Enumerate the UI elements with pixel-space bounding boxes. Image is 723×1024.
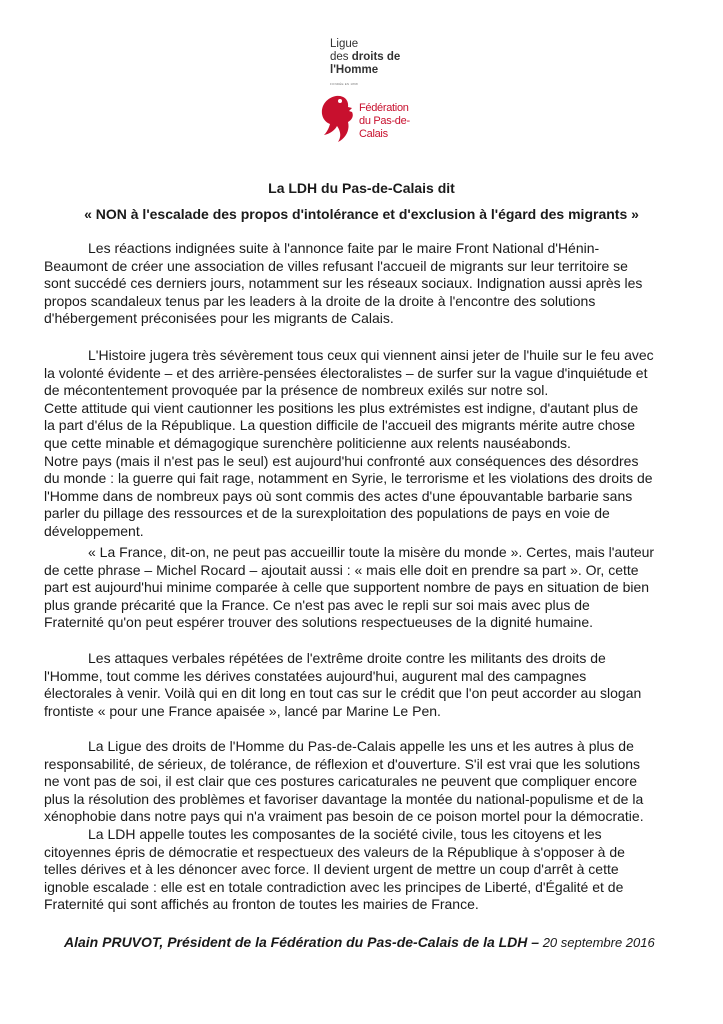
- paragraph-line: plus grande précarité que la France. Ce n'est pas avec le repli sur soi mais avec plus de: [44, 596, 590, 613]
- paragraph-line: responsabilité, de sérieux, de tolérance, de réflexion et d'ouverture. S'il est vrai que les solutions: [44, 755, 641, 772]
- paragraph-line: que cette minable et démagogique surenchère politicienne aux relents nauséabonds.: [44, 434, 571, 451]
- paragraph-line: d'hébergement préconisées pour les migrants de Calais.: [44, 310, 394, 327]
- paragraph-line: la part d'élus de la République. La question difficile de l'accueil des migrants mérite autre chose: [44, 417, 636, 434]
- paragraph-line: Les attaques verbales répétées de l'extrême droite contre les militants des droits de: [88, 650, 606, 666]
- signature-name-role: Alain PRUVOT, Président de la Fédération du Pas-de-Calais de la LDH –: [64, 934, 540, 950]
- paragraph-1: [44, 240, 684, 328]
- paragraph-5: [44, 738, 684, 826]
- document-title-line2: « NON à l'escalade des propos d'intolérance et d'exclusion à l'égard des migrants »: [84, 206, 639, 222]
- logo-ligue-line2-bold: droits de: [351, 51, 401, 63]
- paragraph-line: parler du pillage des ressources et de la surexploitation des populations de pays en voie de: [44, 505, 610, 522]
- ldh-logo: [318, 38, 438, 148]
- paragraph-line: citoyennes épris de démocratie et respectueux des valeurs de la République à s'opposer à de: [44, 843, 625, 860]
- paragraph-line: Fraternité qu'on peut espérer trouver des solutions respectueuses de la dignité humaine.: [44, 614, 594, 631]
- logo-subtitle: FONDÉE EN 1898: [330, 82, 358, 86]
- paragraph-line: « La France, dit-on, ne peut pas accueillir toute la misère du monde ». Certes, mais l'auteur: [88, 544, 655, 560]
- paragraph-line: Cette attitude qui vient cautionner les positions les plus extrémistes est indigne, d'autant plus de: [44, 399, 639, 416]
- paragraph-line: de mécontentement provoquée par la présence de nombreux exilés sur notre sol.: [44, 382, 549, 399]
- signature-date: 20 septembre 2016: [539, 935, 655, 950]
- paragraph-line: La LDH appelle toutes les composantes de la société civile, tous les citoyens et les: [88, 826, 602, 842]
- logo-ligue-text: [330, 38, 400, 77]
- paragraph-line: du monde : la guerre qui fait rage, notamment en Syrie, le terrorisme et les violations des droits de: [44, 470, 653, 487]
- logo-federation-line2: du Pas-de-Calais: [359, 115, 410, 140]
- paragraph-line: électorales à venir. Voilà qui en dit long en tout cas sur le crédit que l'on peut accorder au slogan: [44, 685, 642, 702]
- paragraph-line: plus la résolution des problèmes et favoriser davantage la montée du national-populisme et de la: [44, 790, 644, 807]
- paragraph-3: [44, 544, 684, 632]
- paragraph-line: Notre pays (mais il n'est pas le seul) est aujourd'hui confronté aux conséquences des désordres: [44, 452, 639, 469]
- logo-ligue-line2-prefix: des: [330, 51, 352, 63]
- signature: [64, 934, 655, 950]
- paragraph-line: ignoble escalade : elle est en totale contradiction avec les principes de Liberté, d'Égalité et de: [44, 878, 624, 895]
- paragraph-2: [44, 347, 684, 541]
- paragraph-line: frontiste « pour une France apaisée », lancé par Marine Le Pen.: [44, 702, 441, 719]
- paragraph-line: Les réactions indignées suite à l'annonce faite par le maire Front National d'Hénin-: [88, 240, 600, 256]
- logo-federation-text: [359, 102, 438, 141]
- paragraph-line: propos scandaleux tenus par les leaders à la droite de la droite à l'encontre des solutions: [44, 292, 596, 309]
- paragraph-line: l'Homme, tout comme les dérives constatées aujourd'hui, augurent mal des campagnes: [44, 667, 587, 684]
- marianne-profile-icon: [318, 94, 358, 144]
- paragraph-line: développement.: [44, 522, 144, 539]
- paragraph-line: part est aujourd'hui minime comparée à celle que supportent nombre de pays en situation de bien: [44, 579, 650, 596]
- paragraph-line: de cette phrase – Michel Rocard – ajoutait aussi : « mais elle doit en prendre sa part ». Or, cette: [44, 561, 639, 578]
- paragraph-line: la volonté évidente – et des arrière-pensées électoralistes – de surfer sur la vague d'inquiétude et: [44, 364, 648, 381]
- paragraph-line: Fraternité qui sont affichés au fronton de toutes les mairies de France.: [44, 896, 479, 913]
- paragraph-line: sont succédé ces derniers jours, notamment sur les réseaux sociaux. Indignation aussi après les: [44, 275, 643, 292]
- paragraph-line: telles dérives et à les dénoncer avec force. Il devient urgent de mettre un coup d'arrêt à cette: [44, 861, 619, 878]
- logo-ligue-line1: Ligue: [330, 38, 359, 50]
- paragraph-6: [44, 826, 684, 914]
- document-title-line1: La LDH du Pas-de-Calais dit: [268, 180, 455, 196]
- paragraph-line: l'Homme dans de nombreux pays où sont commis des actes d'une épouvantable barbarie sans: [44, 487, 633, 504]
- logo-federation-line1: Fédération: [359, 102, 409, 114]
- paragraph-4: [44, 650, 684, 720]
- paragraph-line: L'Histoire jugera très sévèrement tous ceux qui viennent ainsi jeter de l'huile sur le feu avec: [88, 347, 654, 363]
- logo-ligue-line3: l'Homme: [330, 64, 379, 76]
- paragraph-line: ne vont pas de soi, il est clair que ces postures caricaturales ne peuvent que compliquer encore: [44, 773, 638, 790]
- paragraph-line: xénophobie dans notre pays qui n'a vraiment pas besoin de ce poison mortel pour la démocratie.: [44, 808, 644, 825]
- paragraph-line: Beaumont de créer une association de villes refusant l'accueil de migrants sur leur territoire se: [44, 257, 628, 274]
- paragraph-line: La Ligue des droits de l'Homme du Pas-de-Calais appelle les uns et les autres à plus de: [88, 738, 634, 754]
